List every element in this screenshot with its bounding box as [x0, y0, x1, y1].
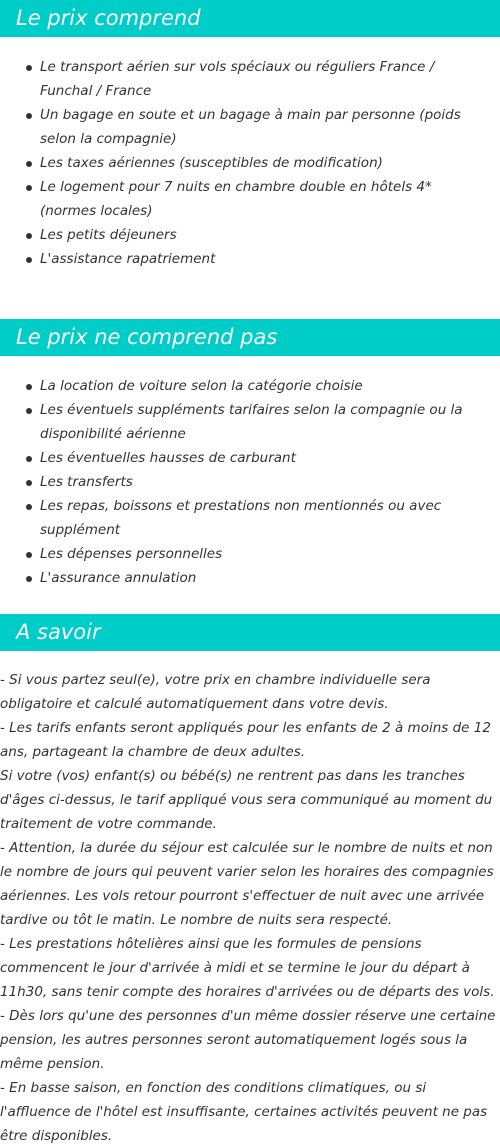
list-item: Un bagage en soute et un bagage à main par personne (poids selon la compagnie)	[40, 103, 485, 151]
includes-list	[0, 55, 485, 271]
list-item: Les transferts	[40, 470, 485, 494]
list-item: Les petits déjeuners	[40, 223, 485, 247]
list-item: Les éventuels suppléments tarifaires selon la compagnie ou la disponibilité aérienne	[40, 398, 485, 446]
section-title-excludes: Le prix ne comprend pas	[0, 319, 500, 356]
info-paragraph: - Les prestations hôtelières ainsi que les formules de pensions commencent le jour d'arrivée à midi et se termine le jour du départ à 11h30, sans tenir compte des horaires d'arrivées ou de départs des vols.	[0, 936, 495, 1000]
info-paragraph: Si votre (vos) enfant(s) ou bébé(s) ne rentrent pas dans les tranches d'âges ci-dessus, le tarif appliqué vous sera communiqué au moment du traitement de votre commande.	[0, 768, 493, 832]
excludes-list	[0, 374, 485, 590]
list-item: Le transport aérien sur vols spéciaux ou réguliers France / Funchal / France	[40, 55, 485, 103]
list-item: L'assistance rapatriement	[40, 247, 485, 271]
list-item: Le logement pour 7 nuits en chambre double en hôtels 4* (normes locales)	[40, 175, 485, 223]
info-text-block	[0, 668, 500, 1148]
list-item: La location de voiture selon la catégorie choisie	[40, 374, 485, 398]
info-paragraph: - Dès lors qu'une des personnes d'un même dossier réserve une certaine pension, les autres personnes seront automatiquement logés sous la même pension.	[0, 1008, 496, 1072]
list-item: L'assurance annulation	[40, 566, 485, 590]
info-paragraph: - Attention, la durée du séjour est calculée sur le nombre de nuits et non le nombre de jours qui peuvent varier selon les horaires des compagnies aériennes. Les vols retour pourront s'effectuer de nuit avec une arrivée tardive ou tôt le matin. Le nombre de nuits sera respecté.	[0, 840, 494, 928]
info-paragraph: - Les tarifs enfants seront appliqués pour les enfants de 2 à moins de 12 ans, partageant la chambre de deux adultes.	[0, 720, 491, 760]
section-title-info: A savoir	[0, 614, 500, 651]
list-item: Les dépenses personnelles	[40, 542, 485, 566]
list-item: Les éventuelles hausses de carburant	[40, 446, 485, 470]
info-paragraph: - Si vous partez seul(e), votre prix en chambre individuelle sera obligatoire et calculé automatiquement dans votre devis.	[0, 672, 431, 712]
section-title-includes: Le prix comprend	[0, 0, 500, 37]
list-item: Les taxes aériennes (susceptibles de modification)	[40, 151, 485, 175]
info-paragraph: - En basse saison, en fonction des conditions climatiques, ou si l'affluence de l'hôtel est insuffisante, certaines activités peuvent ne pas être disponibles.	[0, 1080, 488, 1144]
list-item: Les repas, boissons et prestations non mentionnés ou avec supplément	[40, 494, 485, 542]
